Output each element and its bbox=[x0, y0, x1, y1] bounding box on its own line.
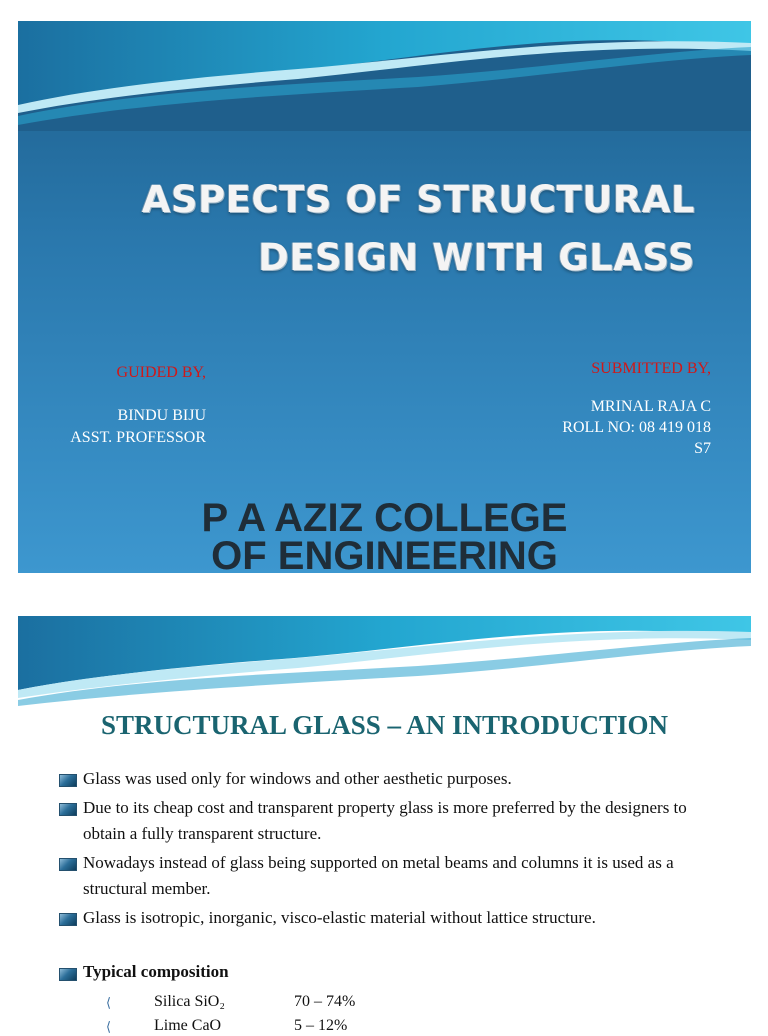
square-bullet-icon bbox=[59, 803, 77, 816]
list-item bbox=[58, 850, 718, 902]
guide-name: BINDU BIJU bbox=[117, 407, 206, 424]
composition-name: Silica SiO₂ bbox=[154, 993, 225, 1010]
roll-number: ROLL NO: 08 419 018 bbox=[562, 419, 711, 436]
title-line-1: ASPECTS OF STRUCTURAL bbox=[141, 178, 695, 221]
bullet-text: Glass was used only for windows and other aesthetic purposes. bbox=[83, 769, 512, 788]
list-item bbox=[58, 766, 718, 792]
bullet-text: Due to its cheap cost and transparent property glass is more preferred by the designers to obtain a fully transparent structure. bbox=[83, 798, 687, 843]
composition-percent: 5 – 12% bbox=[294, 1017, 348, 1034]
student-name: MRINAL RAJA C bbox=[590, 398, 711, 415]
typical-heading-text: Typical composition bbox=[83, 962, 229, 981]
title-line-2: DESIGN WITH GLASS bbox=[258, 236, 695, 279]
typical-composition-heading bbox=[58, 962, 229, 982]
submitted-by-label: SUBMITTED BY, bbox=[591, 360, 711, 377]
list-item bbox=[58, 905, 718, 931]
semester: S7 bbox=[694, 440, 711, 457]
composition-percent: 70 – 74% bbox=[294, 993, 356, 1010]
slide-title: STRUCTURAL GLASS – AN INTRODUCTION bbox=[100, 710, 669, 740]
arrow-sub-bullet-icon: ⟨ bbox=[106, 995, 112, 1010]
bullet-list bbox=[58, 766, 718, 934]
square-bullet-icon bbox=[59, 968, 77, 981]
introduction-slide bbox=[18, 616, 751, 1036]
bullet-text: Nowadays instead of glass being supported on metal beams and columns it is used as a structural member. bbox=[83, 853, 674, 898]
composition-name: Lime CaO bbox=[154, 1017, 222, 1034]
wave-header-decoration bbox=[18, 616, 751, 706]
wave-header-decoration bbox=[18, 21, 751, 131]
presentation-title bbox=[142, 171, 695, 287]
college-line-1: P A AZIZ COLLEGE bbox=[201, 496, 568, 540]
title-slide bbox=[18, 21, 751, 573]
square-bullet-icon bbox=[59, 913, 77, 926]
college-line-2: OF ENGINEERING bbox=[211, 534, 558, 573]
list-item bbox=[58, 795, 718, 847]
bullet-text: Glass is isotropic, inorganic, visco-elastic material without lattice structure. bbox=[83, 908, 596, 927]
guide-designation: ASST. PROFESSOR bbox=[70, 429, 206, 446]
college-name bbox=[18, 496, 751, 573]
square-bullet-icon bbox=[59, 774, 77, 787]
square-bullet-icon bbox=[59, 858, 77, 871]
arrow-sub-bullet-icon: ⟨ bbox=[106, 1019, 112, 1034]
guided-by-label: GUIDED BY, bbox=[116, 364, 206, 381]
